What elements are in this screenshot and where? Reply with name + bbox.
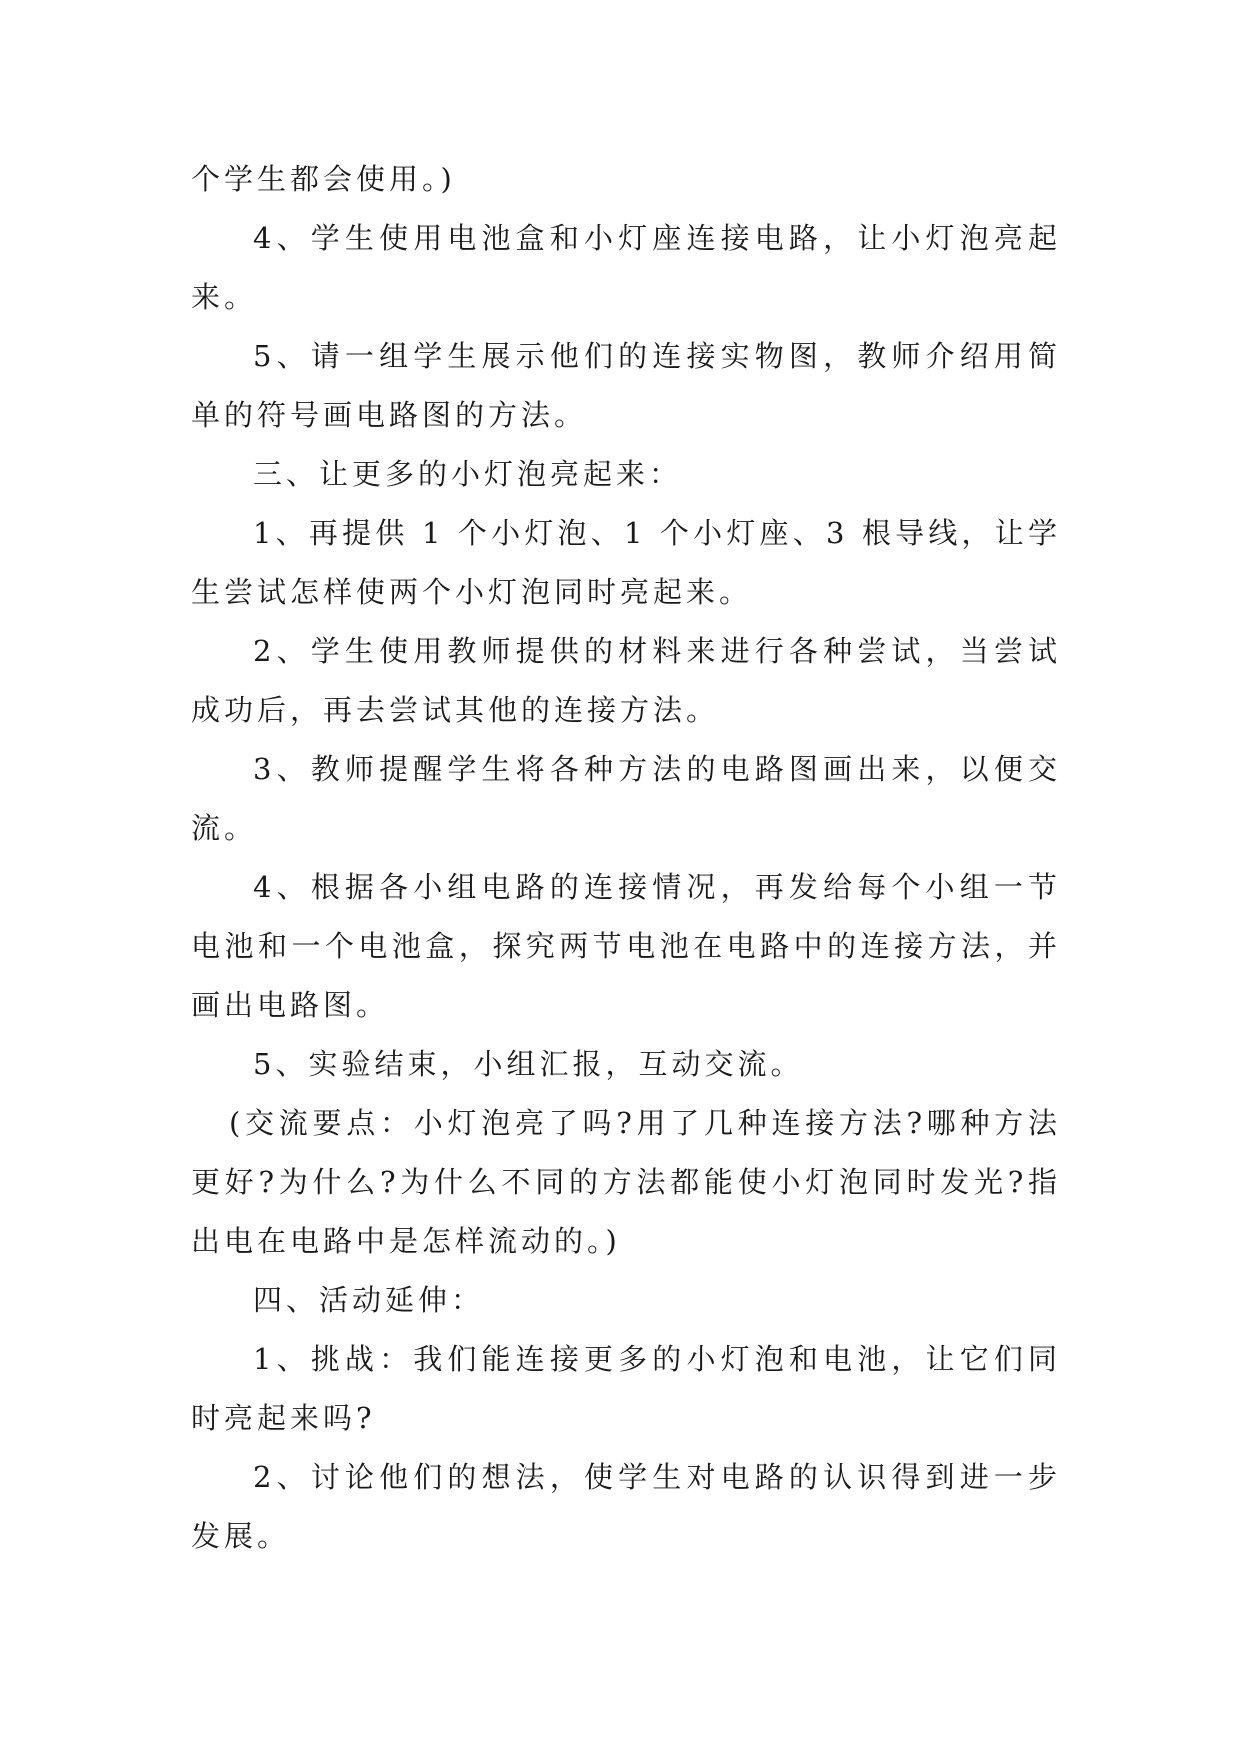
document-body [191,150,1061,1566]
section-heading-3: 三、让更多的小灯泡亮起来： [253,457,683,491]
paragraph-13: 2、讨论他们的想法，使学生对电路的认识得到进一步发展。 [191,1460,1061,1553]
paragraph-3: 5、请一组学生展示他们的连接实物图，教师介绍用简单的符号画电路图的方法。 [191,339,1061,432]
paragraph-8: 4、根据各小组电路的连接情况，再发给每个小组一节电池和一个电池盒，探究两节电池在电路中的连接方法，并画出电路图。 [191,870,1061,1022]
paragraph-10: (交流要点：小灯泡亮了吗?用了几种连接方法?哪种方法更好?为什么?为什么不同的方法都能使小灯泡同时发光?指出电在电路中是怎样流动的。) [191,1106,1061,1258]
paragraph-7: 3、教师提醒学生将各种方法的电路图画出来，以便交流。 [191,752,1061,845]
paragraph-1: 个学生都会使用。) [191,162,456,196]
paragraph-9: 5、实验结束，小组汇报，互动交流。 [253,1047,804,1081]
paragraph-2: 4、学生使用电池盒和小灯座连接电路，让小灯泡亮起来。 [191,221,1061,314]
paragraph-12: 1、挑战：我们能连接更多的小灯泡和电池，让它们同时亮起来吗? [191,1342,1061,1435]
paragraph-6: 2、学生使用教师提供的材料来进行各种尝试，当尝试成功后，再去尝试其他的连接方法。 [191,634,1061,727]
section-heading-4: 四、活动延伸： [253,1283,485,1317]
paragraph-5: 1、再提供 1 个小灯泡、1 个小灯座、3 根导线，让学生尝试怎样使两个小灯泡同时亮起来。 [191,516,1061,609]
